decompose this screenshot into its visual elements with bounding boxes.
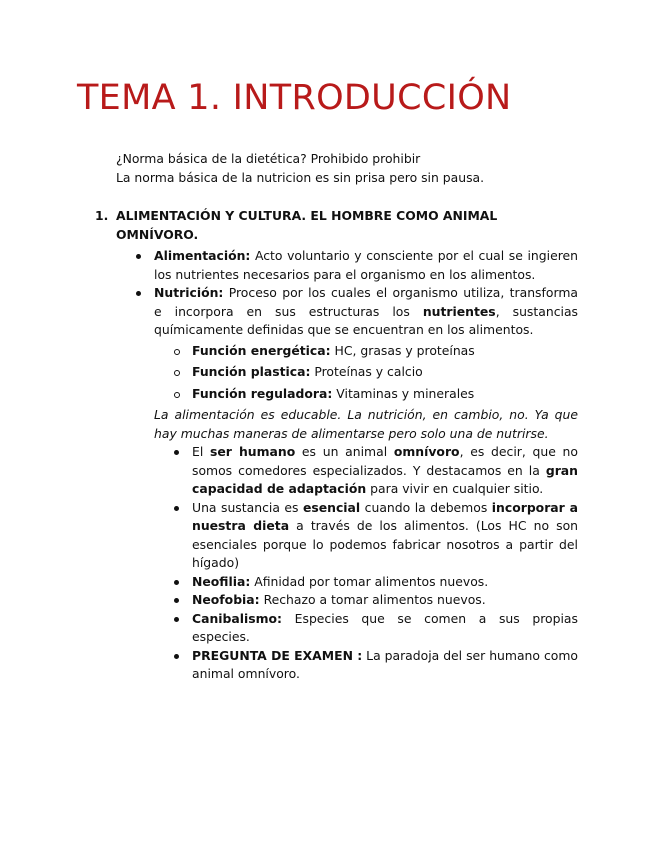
intro-line-2: La norma básica de la nutricion es sin prisa pero sin pausa. bbox=[116, 169, 485, 185]
text-part: es un animal bbox=[295, 444, 394, 459]
circle-bullet-icon bbox=[174, 392, 180, 398]
section-heading bbox=[95, 207, 578, 244]
list-item-funcion-reguladora bbox=[192, 385, 578, 404]
definitions-list bbox=[95, 247, 578, 340]
intro-line-1: ¿Norma básica de la dietética? Prohibido prohibir bbox=[116, 151, 421, 166]
page-title: TEMA 1. INTRODUCCIÓN bbox=[77, 78, 512, 118]
bullet-icon bbox=[136, 291, 141, 296]
bold-part: gran capacidad de adaptación bbox=[192, 462, 578, 496]
bullet-icon bbox=[174, 450, 179, 455]
section-1 bbox=[95, 207, 578, 684]
list-item-neofobia bbox=[192, 591, 578, 610]
definition-neofobia: Rechazo a tomar alimentos nuevos. bbox=[259, 592, 486, 607]
list-item-funcion-plastica bbox=[192, 363, 578, 382]
list-item-nutricion bbox=[154, 284, 578, 340]
bold-part: esencial bbox=[302, 499, 361, 515]
function-text: Vitaminas y minerales bbox=[332, 385, 475, 401]
definition-nutricion-b: , sustancias químicamente definidas que se encuentran en los alimentos. bbox=[154, 303, 578, 337]
term-canibalismo: Canibalismo: bbox=[192, 610, 283, 626]
definition-nutricion-bold: nutrientes bbox=[422, 303, 496, 319]
function-text: Proteínas y calcio bbox=[310, 364, 423, 379]
term-alimentacion: Alimentación: bbox=[154, 248, 251, 263]
intro-block bbox=[116, 150, 586, 187]
text-part: cuando la debemos bbox=[360, 499, 492, 515]
term-nutricion: Nutrición: bbox=[154, 285, 224, 300]
definition-pregunta-examen: La paradoja del ser humano como animal omnívoro. bbox=[192, 647, 578, 681]
definition-nutricion-a: Proceso por los cuales el organismo utiliza, transforma e incorpora en sus estructuras los bbox=[154, 285, 578, 319]
section-title: ALIMENTACIÓN Y CULTURA. EL HOMBRE COMO ANIMAL OMNÍVORO. bbox=[116, 208, 498, 242]
bullet-icon bbox=[174, 580, 179, 585]
text-part: El bbox=[192, 444, 210, 459]
italic-note: La alimentación es educable. La nutrición, en cambio, no. Ya que hay muchas maneras de alimentarse pero solo una de nutrirse. bbox=[154, 407, 578, 441]
bullet-icon bbox=[174, 598, 179, 603]
function-term: Función plastica: bbox=[192, 364, 311, 379]
list-item-canibalismo bbox=[192, 610, 578, 647]
term-pregunta-examen: PREGUNTA DE EXAMEN : bbox=[192, 647, 363, 663]
term-neofobia: Neofobia: bbox=[192, 592, 260, 607]
functions-list bbox=[95, 342, 578, 404]
details-list bbox=[95, 443, 578, 684]
list-item-pregunta-examen bbox=[192, 647, 578, 684]
function-text: HC, grasas y proteínas bbox=[330, 342, 475, 358]
list-item-esencial bbox=[192, 499, 578, 573]
text-part: , es decir, que no somos comedores especializados. Y destacamos en la bbox=[192, 444, 578, 478]
list-item-alimentacion bbox=[154, 247, 578, 284]
list-item-funcion-energetica bbox=[192, 342, 578, 361]
definition-neofilia: Afinidad por tomar alimentos nuevos. bbox=[250, 573, 489, 589]
list-item-neofilia bbox=[192, 573, 578, 592]
bold-part: omnívoro bbox=[393, 444, 460, 459]
function-term: Función energética: bbox=[192, 342, 331, 358]
text-part: para vivir en cualquier sitio. bbox=[366, 481, 544, 496]
bullet-icon bbox=[174, 617, 179, 622]
list-item-ser-humano bbox=[192, 443, 578, 499]
bullet-icon bbox=[136, 254, 141, 259]
bold-part: ser humano bbox=[209, 444, 296, 459]
text-part: Una sustancia es bbox=[192, 499, 303, 515]
circle-bullet-icon bbox=[174, 349, 180, 355]
circle-bullet-icon bbox=[174, 370, 180, 376]
term-neofilia: Neofilia: bbox=[192, 573, 251, 589]
bullet-icon bbox=[174, 654, 179, 659]
definition-alimentacion: Acto voluntario y consciente por el cual se ingieren los nutrientes necesarios para el organismo en los alimentos. bbox=[154, 248, 578, 282]
function-term: Función reguladora: bbox=[192, 385, 333, 401]
bold-part: incorporar a nuestra dieta bbox=[192, 499, 578, 533]
definition-canibalismo: Especies que se comen a sus propias especies. bbox=[192, 610, 578, 644]
section-number: 1. bbox=[95, 208, 109, 223]
text-part: a través de los alimentos. (Los HC no son esenciales porque lo podemos fabricar nosotros a partir del hígado) bbox=[192, 518, 578, 570]
bullet-icon bbox=[174, 506, 179, 511]
